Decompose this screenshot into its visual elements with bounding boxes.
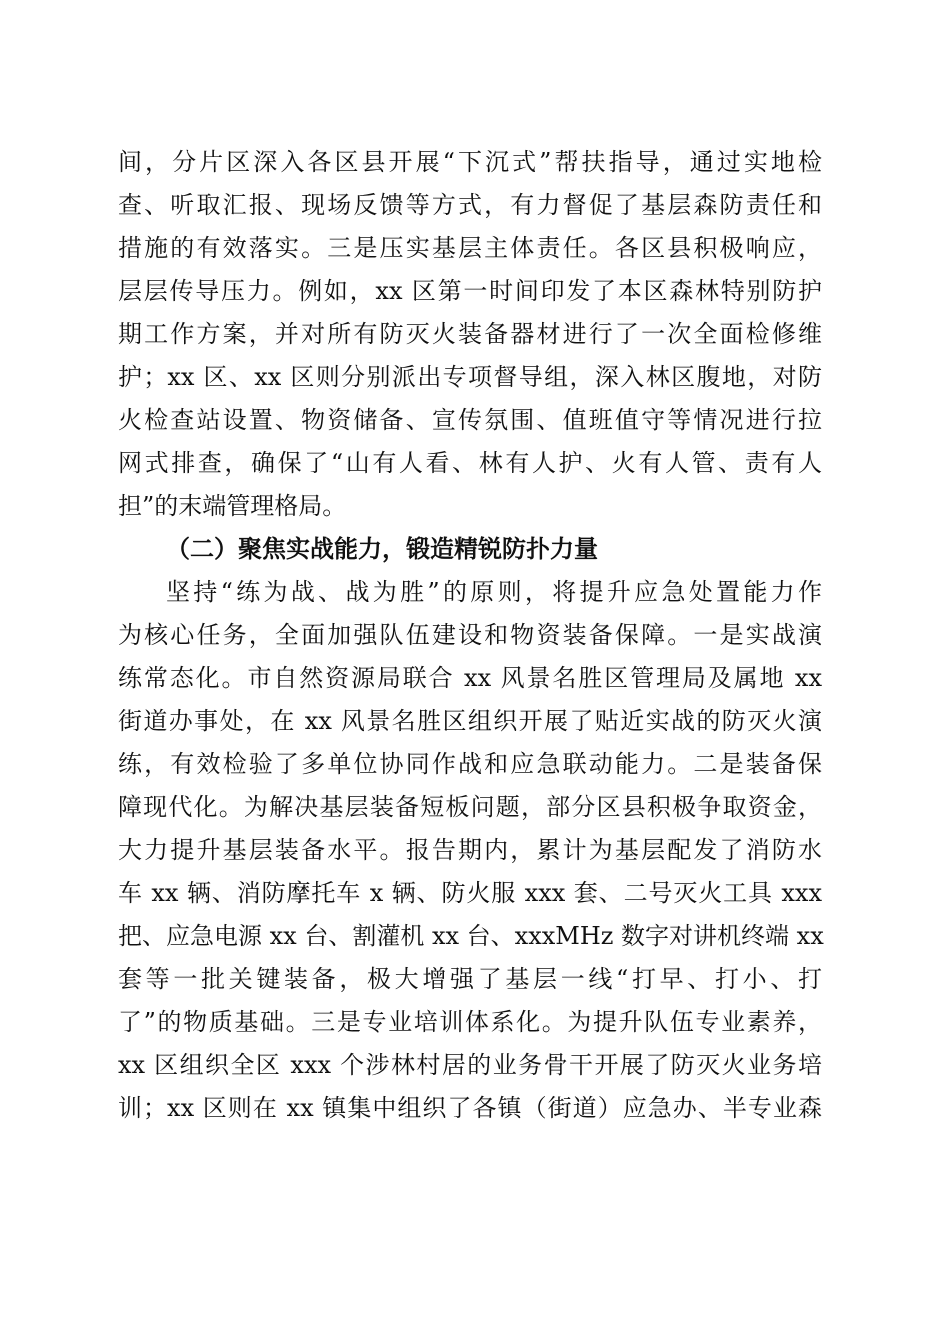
paragraph-2-line-6: 障现代化。为解决基层装备短板问题，部分区县积极争取资金，	[118, 793, 822, 821]
paragraph-1-line-5: 期工作方案，并对所有防灭火装备器材进行了一次全面检修维	[118, 320, 822, 348]
paragraph-1-line-3: 措施的有效落实。三是压实基层主体责任。各区县积极响应，	[118, 234, 822, 262]
paragraph-2-line-10: 套等一批关键装备，极大增强了基层一线“打早、打小、打	[118, 965, 822, 993]
paragraph-1-line-7: 火检查站设置、物资储备、宣传氛围、值班值守等情况进行拉	[118, 406, 822, 434]
paragraph-2-line-9: 把、应急电源 xx 台、割灌机 xx 台、xxxMHz 数字对讲机终端 xx	[118, 922, 824, 950]
paragraph-1-line-2: 查、听取汇报、现场反馈等方式，有力督促了基层森防责任和	[118, 191, 822, 219]
paragraph-2-line-4: 街道办事处，在 xx 风景名胜区组织开展了贴近实战的防灭火演	[118, 707, 822, 735]
paragraph-2-line-8: 车 xx 辆、消防摩托车 x 辆、防火服 xxx 套、二号灭火工具 xxx	[118, 879, 822, 907]
paragraph-2-line-11: 了”的物质基础。三是专业培训体系化。为提升队伍专业素养，	[118, 1008, 822, 1036]
paragraph-1-line-9: 担”的末端管理格局。	[118, 492, 347, 520]
paragraph-2-line-7: 大力提升基层装备水平。报告期内，累计为基层配发了消防水	[118, 836, 822, 864]
paragraph-1-line-4: 层层传导压力。例如，xx 区第一时间印发了本区森林特别防护	[118, 277, 822, 305]
paragraph-1-line-1: 间，分片区深入各区县开展“下沉式”帮扶指导，通过实地检	[118, 148, 822, 176]
paragraph-2-line-3: 练常态化。市自然资源局联合 xx 风景名胜区管理局及属地 xx	[118, 664, 822, 692]
section-heading: （二）聚焦实战能力，锻造精锐防扑力量	[166, 534, 598, 563]
paragraph-2-line-12: xx 区组织全区 xxx 个涉林村居的业务骨干开展了防灭火业务培	[118, 1051, 822, 1079]
paragraph-1-line-6: 护；xx 区、xx 区则分别派出专项督导组，深入林区腹地，对防	[118, 363, 822, 391]
paragraph-2-line-1: 坚持“练为战、战为胜”的原则，将提升应急处置能力作	[166, 578, 822, 606]
paragraph-2-line-5: 练，有效检验了多单位协同作战和应急联动能力。二是装备保	[118, 750, 822, 778]
paragraph-2-line-2: 为核心任务，全面加强队伍建设和物资装备保障。一是实战演	[118, 621, 822, 649]
paragraph-1-line-8: 网式排查，确保了“山有人看、林有人护、火有人管、责有人	[118, 449, 822, 477]
paragraph-2-line-13: 训；xx 区则在 xx 镇集中组织了各镇（街道）应急办、半专业森	[118, 1094, 822, 1122]
